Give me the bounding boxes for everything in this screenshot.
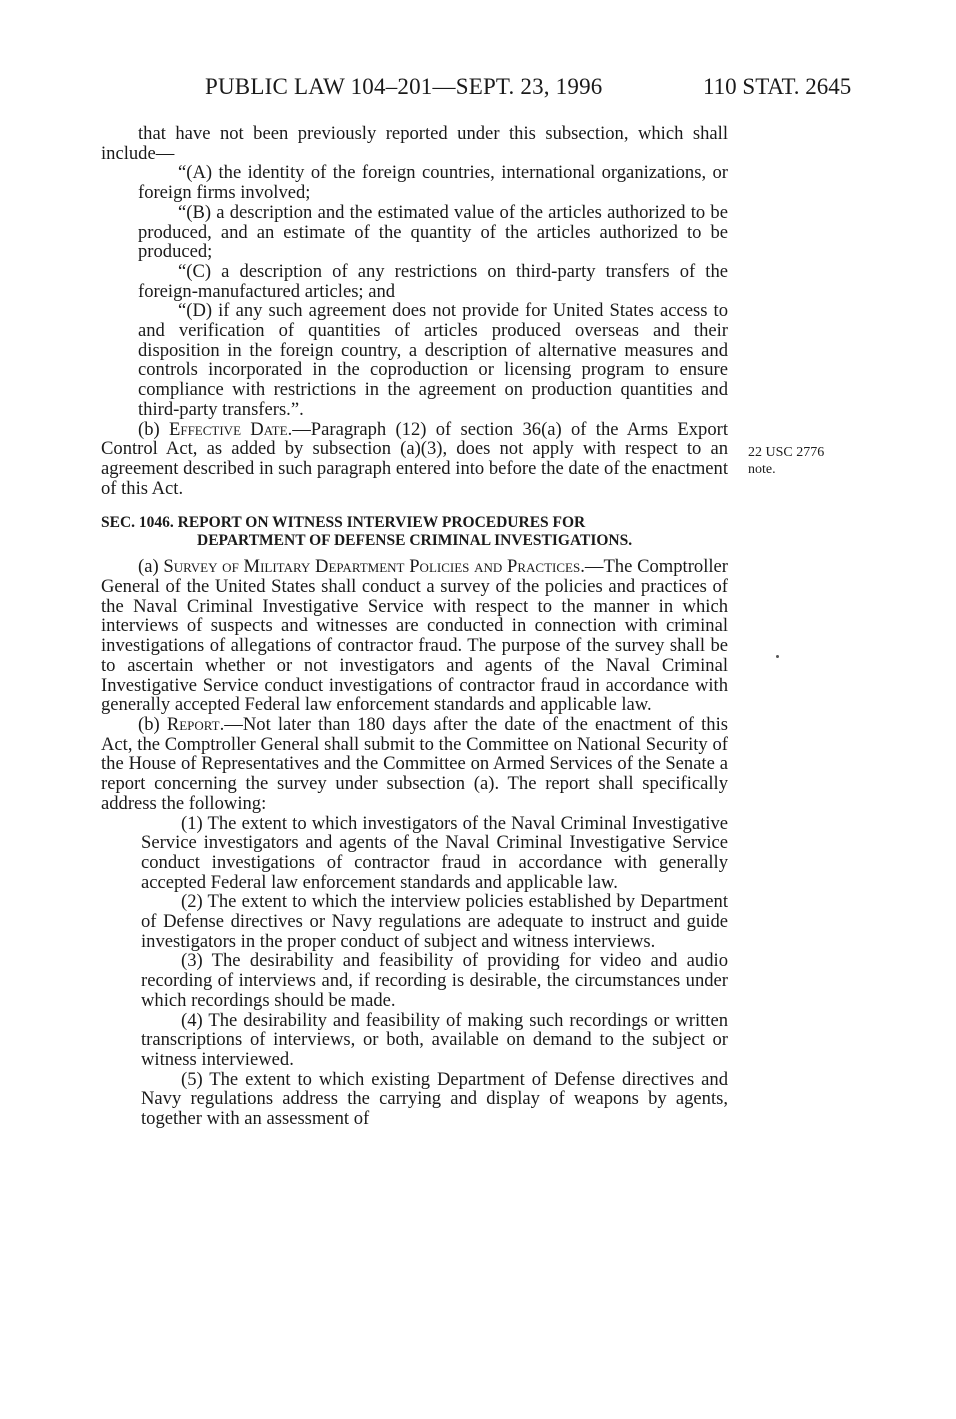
survey-text: .—The Comptroller General of the United States shall conduct a survey of the policies and practices of the Naval Criminal Investigative Service with respect to the manner in which interviews of suspects and witnesses are conducted in connection with criminal investigations of allegations of contractor fraud. The purpose of the survey shall be to ascertain whether or not investigators and agents of the Naval Criminal Investigative Service conduct investigations of contractor fraud in accordance with generally accepted Federal law enforcement standards and applicable law. <box>101 556 728 716</box>
report-heading: Report <box>166 713 220 735</box>
items-1-to-5 <box>101 814 728 1129</box>
stat-page-number: 110 STAT. 2645 <box>703 74 852 99</box>
report-prefix: (b) <box>138 713 167 735</box>
document-body <box>101 124 728 1129</box>
report-paragraph <box>101 715 728 814</box>
item-b: “(B) a description and the estimated value of the articles authorized to be produced, and an estimate of the quantity of the articles authorized to be produced; <box>138 201 728 263</box>
page-header <box>0 74 956 104</box>
section-heading <box>101 514 728 550</box>
report-text: .—Not later than 180 days after the date of the enactment of this Act, the Comptroller General shall submit to the Committee on National Security of the House of Representatives and the Committee on Armed Services of the Senate a report concerning the survey under subsection (a). The report shall specifically address the following: <box>101 713 728 814</box>
item-d: “(D) if any such agreement does not provide for United States access to and verification of quantities of articles produced overseas and their disposition in the foreign country, a description of alternative measures and controls incorporated in the coproduction or licensing program to ensure compliance with restrictions in the agreement on production quantities and third-party transfers.”. <box>138 300 728 420</box>
item-c: “(C) a description of any restrictions on third-party transfers of the foreign-manufactured articles; and <box>138 260 728 302</box>
item-1: (1) The extent to which investigators of the Naval Criminal Investigative Service investigators and agents of the Naval Criminal Investigative Service conduct investigations of contractor fraud in accordance with generally accepted Federal law enforcement standards and applicable law. <box>141 812 728 893</box>
intro-paragraph: that have not been previously reported under this subsection, which shall include— <box>101 123 728 164</box>
effective-date-paragraph <box>101 420 728 499</box>
effective-date-prefix: (b) <box>138 418 169 440</box>
margin-note-line1: 22 USC 2776 <box>748 445 825 460</box>
margin-citation-note <box>748 444 824 478</box>
items-a-to-d <box>101 163 728 419</box>
item-a: “(A) the identity of the foreign countries, international organizations, or foreign firms involved; <box>138 162 728 204</box>
margin-note-line2: note. <box>748 462 776 477</box>
section-title-line2: DEPARTMENT OF DEFENSE CRIMINAL INVESTIGATIONS. <box>197 532 633 550</box>
running-head: PUBLIC LAW 104–201—SEPT. 23, 1996 <box>205 74 603 99</box>
section-title-line1: SEC. 1046. REPORT ON WITNESS INTERVIEW PROCEDURES FOR <box>101 514 586 532</box>
survey-paragraph <box>101 557 728 715</box>
scan-speck <box>776 655 779 658</box>
item-3: (3) The desirability and feasibility of providing for video and audio recording of interviews and, if recording is desirable, the circumstances under which recordings should be made. <box>141 950 728 1011</box>
item-2: (2) The extent to which the interview policies established by Department of Defense directives or Navy regulations are adequate to instruct and guide investigators in the proper conduct of subject and witness interviews. <box>141 891 728 952</box>
effective-date-text: .—Paragraph (12) of section 36(a) of the Arms Export Control Act, as added by subsection (a)(3), does not apply with respect to an agreement described in such paragraph entered into before the date of the enactment of this Act. <box>101 418 728 499</box>
survey-heading: Survey of Military Department Policies and Practices <box>163 556 581 578</box>
effective-date-heading: Effective Date <box>168 418 288 440</box>
item-5: (5) The extent to which existing Department of Defense directives and Navy regulations address the carrying and display of weapons by agents, together with an assessment of <box>141 1068 728 1130</box>
survey-prefix: (a) <box>138 556 164 578</box>
item-4: (4) The desirability and feasibility of making such recordings or written transcriptions of interviews, or both, available on demand to the subject or witness interviewed. <box>141 1009 728 1070</box>
